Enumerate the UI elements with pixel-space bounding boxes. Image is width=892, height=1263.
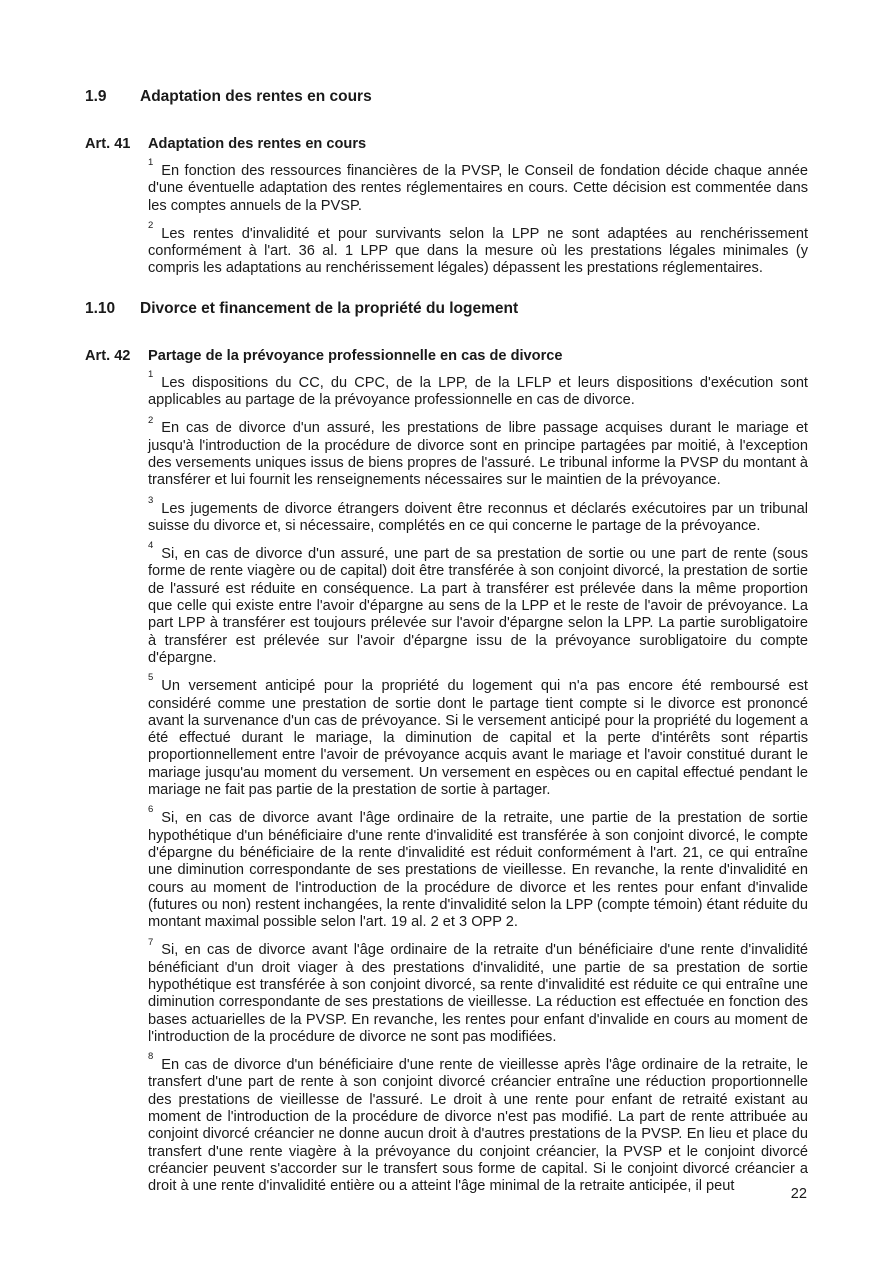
- paragraph-text: Un versement anticipé pour la propriété du logement qui n'a pas encore été remboursé est considéré comme une prestation de sortie dont le partage tient compte si le divorce est prononcé avant la survenance d'un cas de prévoyance. Si le versement anticipé pour la propriété du logement a été effectué durant le mariage, la diminution de capital et la perte d'intérêts sont répartis proportionnellement entre l'avoir de prévoyance acquis avant le mariage et l'avoir constitué durant le mariage jusqu'au moment du versement. Un versement en espèces ou en capital effectué pendant le mariage ne fait pas partie de la prestation de sortie à partager.: [148, 678, 808, 799]
- paragraph-text: En cas de divorce d'un assuré, les prestations de libre passage acquises durant le mariage et jusqu'à l'introduction de la procédure de divorce sont en principe partagées par moitié, à l'exception des versements uniques issus de biens propres de l'assuré. Le tribunal informe la PVSP du montant à transférer et lui fournit les renseignements nécessaires sur le maintien de la prévoyance.: [148, 420, 808, 489]
- article-42: [85, 348, 808, 1196]
- paragraph-text: Si, en cas de divorce d'un assuré, une part de sa prestation de sortie ou une part de rente (sous forme de rente viagère ou de capital) doit être transférée à son conjoint divorcé, la prestation de sortie de l'assuré est réduite en conséquence. La part à transférer est prélevée dans la même proportion que celle qui existe entre l'avoir d'épargne au sens de la LPP et le reste de l'avoir de prévoyance. La part LPP à transférer est toujours prélevée sur l'avoir d'épargne selon la LPP. La partie surobligatoire à transférer est prélevée sur l'avoir d'épargne issu de la prévoyance surobligatoire du compte d'épargne.: [148, 546, 808, 666]
- paragraph-number: 1: [148, 368, 154, 380]
- article-paragraph: [148, 936, 808, 1046]
- article-paragraph: [148, 804, 808, 931]
- article-label: Art. 42: [85, 347, 131, 364]
- paragraph-number: 3: [148, 494, 154, 506]
- section-number: 1.9: [85, 88, 107, 105]
- article-paragraph: [148, 540, 808, 667]
- paragraph-number: 7: [148, 936, 154, 948]
- paragraph-number: 5: [148, 672, 154, 684]
- section-1-9: [85, 88, 808, 278]
- paragraph-text: Les rentes d'invalidité et pour survivants selon la LPP ne sont adaptées au renchérissement conformément à l'art. 36 al. 1 LPP que dans la mesure où les prestations légales minimales (y compris les adaptations au renchérissement légales) dépassent les prestations réglementaires.: [148, 225, 808, 277]
- article-paragraph: [148, 157, 808, 215]
- article-paragraph: [148, 368, 808, 410]
- paragraph-number: 4: [148, 540, 154, 552]
- article-paragraph: [148, 414, 808, 489]
- section-heading: [85, 88, 808, 106]
- section-title: Divorce et financement de la propriété du logement: [140, 299, 519, 317]
- section-title: Adaptation des rentes en cours: [140, 88, 372, 105]
- article-paragraph: [148, 494, 808, 536]
- section-heading: [85, 300, 808, 318]
- article-title: Adaptation des rentes en cours: [148, 136, 367, 152]
- paragraph-number: 2: [148, 414, 154, 426]
- paragraph-number: 2: [148, 220, 154, 232]
- article-paragraph: [148, 672, 808, 799]
- article-label: Art. 41: [85, 136, 131, 152]
- paragraph-text: Les dispositions du CC, du CPC, de la LPP, de la LFLP et leurs dispositions d'exécution sont applicables au partage de la prévoyance professionnelle en cas de divorce.: [148, 374, 808, 409]
- paragraph-text: En fonction des ressources financières de la PVSP, le Conseil de fondation décide chaque année d'une éventuelle adaptation des rentes réglementaires en cours. Cette décision est commentée dans les comptes annuels de la PVSP.: [148, 163, 808, 214]
- paragraph-number: 6: [148, 804, 154, 816]
- paragraph-text: Si, en cas de divorce avant l'âge ordinaire de la retraite d'un bénéficiaire d'une rente d'invalidité bénéficiant d'un droit viager à des prestations d'invalidité, une partie de sa prestation de sortie hypothétique est transférée à son conjoint divorcé, sa rente d'invalidité est réduite ce qui entraîne une diminution correspondante de ses prestations de vieillesse. La réduction est effectuée en fonction des bases actuarielles de la PVSP. En revanche, les rentes pour enfant d'invalide en cours au moment de l'introduction de la procédure de divorce ne sont pas modifiées.: [148, 942, 808, 1045]
- article-paragraph: [148, 1051, 808, 1195]
- article-title: Partage de la prévoyance professionnelle en cas de divorce: [148, 347, 563, 364]
- article-heading: [85, 136, 808, 152]
- paragraph-text: Si, en cas de divorce avant l'âge ordinaire de la retraite, une partie de la prestation de sortie hypothétique d'un bénéficiaire d'une rente d'invalidité est transférée à son conjoint divorcé, le compte d'épargne du bénéficiaire de la rente d'invalidité est réduit conformément à l'art. 21, ce qui entraîne une diminution correspondante de ses prestations de vieillesse. En revanche, la rente d'invalidité en cours au moment de l'introduction de la procédure de divorce et les rentes pour enfant d'invalide (futures ou non) restent inchangées, la rente d'invalidité selon la LPP (compte témoin) étant réduite du montant maximal possible selon l'art. 19 al. 2 et 3 OPP 2.: [148, 810, 808, 931]
- article-heading: [85, 348, 808, 364]
- section-number: 1.10: [85, 299, 116, 317]
- section-1-10: [85, 300, 808, 1196]
- page-number: 22: [790, 1186, 807, 1202]
- article-paragraph: [148, 220, 808, 278]
- paragraph-number: 1: [148, 157, 154, 169]
- paragraph-number: 8: [148, 1051, 154, 1063]
- article-41: [85, 136, 808, 278]
- paragraph-text: En cas de divorce d'un bénéficiaire d'une rente de vieillesse après l'âge ordinaire de la retraite, le transfert d'une part de rente à son conjoint divorcé créancier entraîne une réduction proportionnelle des prestations de vieillesse de l'assuré. Le droit à une rente pour enfant de retraité existant au moment de l'introduction de la procédure de divorce n'est pas modifié. La part de rente attribuée au conjoint divorcé créancier ne donne aucun droit à d'autres prestations de la PVSP. En lieu et place du transfert d'une rente viagère à la prévoyance du conjoint créancier, la PVSP et le conjoint divorcé créancier peuvent s'accorder sur le transfert sous forme de capital. Si le conjoint divorcé créancier a droit à une rente d'invalidité entière ou a atteint l'âge minimal de la retraite anticipée, il peut: [148, 1057, 808, 1195]
- paragraph-text: Les jugements de divorce étrangers doivent être reconnus et déclarés exécutoires par un tribunal suisse du divorce et, si nécessaire, complétés en ce qui concerne le partage de la prévoyance.: [148, 500, 808, 534]
